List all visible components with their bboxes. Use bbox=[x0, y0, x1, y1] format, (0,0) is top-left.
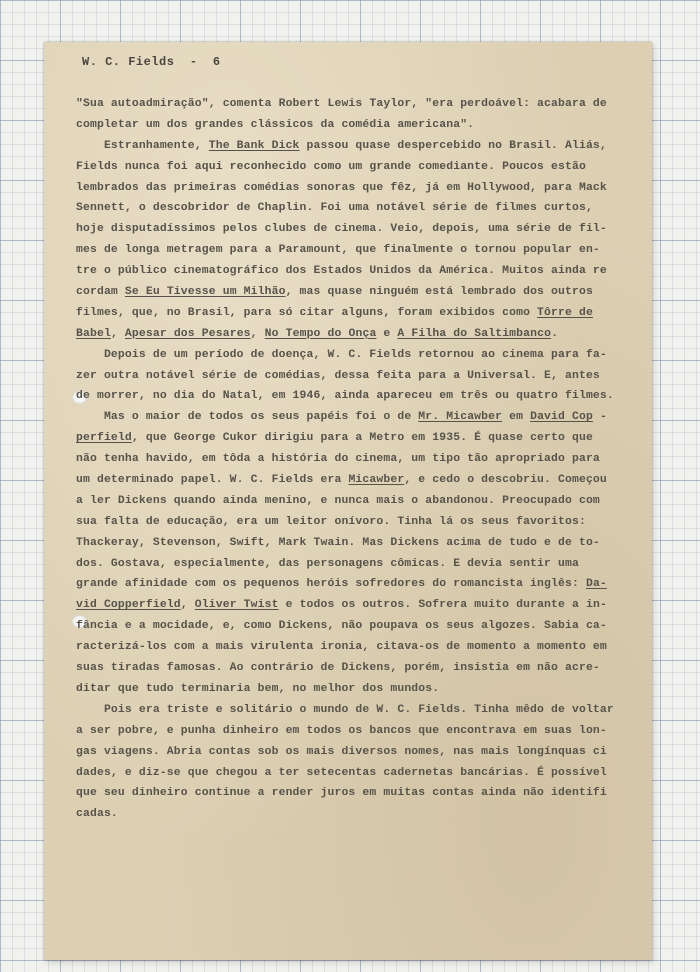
text-line bbox=[76, 533, 646, 554]
text-run: Sennett, o descobridor de Chaplin. Foi uma notável série de filmes curtos, bbox=[76, 202, 593, 215]
text-run: de morrer, no dia do Natal, em 1946, ainda apareceu em três ou quatro filmes. bbox=[76, 390, 614, 403]
text-line bbox=[76, 386, 646, 407]
text-run: hoje disputadíssimos pelos clubes de cinema. Veio, depois, uma série de fil- bbox=[76, 223, 607, 236]
text-line bbox=[76, 94, 646, 115]
text-run: , bbox=[180, 599, 195, 612]
text-line bbox=[76, 554, 646, 575]
underlined-title: Mr. Micawber bbox=[418, 411, 503, 424]
text-line bbox=[76, 136, 646, 157]
text-run: Fields nunca foi aqui reconhecido como um grande comediante. Poucos estão bbox=[76, 160, 586, 173]
text-run: Estranhamente, bbox=[76, 139, 209, 152]
underlined-title: No Tempo do Onça bbox=[264, 327, 377, 340]
text-run: gas viagens. Abria contas sob os mais diversos nomes, nas mais longínquas ci bbox=[76, 745, 607, 758]
text-line bbox=[76, 742, 646, 763]
text-line bbox=[76, 428, 646, 449]
text-run: lembrados das primeiras comédias sonoras que fêz, já em Hollywood, para Mack bbox=[76, 181, 607, 194]
text-line bbox=[76, 804, 646, 825]
text-run: fância e a mocidade, e, como Dickens, não poupava os seus algozes. Sabia ca- bbox=[76, 620, 607, 633]
text-run: um determinado papel. W. C. Fields era bbox=[76, 474, 349, 487]
text-run: , e cedo o descobriu. Começou bbox=[404, 474, 607, 487]
text-line bbox=[76, 491, 646, 512]
text-run: que seu dinheiro continue a render juros em muitas contas ainda não identifi bbox=[76, 787, 607, 800]
text-run: - bbox=[592, 411, 607, 424]
text-line bbox=[76, 616, 646, 637]
text-run: cadas. bbox=[76, 808, 118, 821]
text-run: completar um dos grandes clássicos da comédia americana". bbox=[76, 118, 475, 131]
underlined-title: Da- bbox=[585, 578, 607, 591]
text-run: Depois de um período de doença, W. C. Fields retornou ao cinema para fa- bbox=[76, 348, 607, 361]
text-line bbox=[76, 783, 646, 804]
text-run: "Sua autoadmiração", comenta Robert Lewis Taylor, "era perdoável: acabara de bbox=[76, 98, 607, 110]
text-run: suas tiradas famosas. Ao contrário de Dickens, porém, insistia em não acre- bbox=[76, 662, 600, 675]
text-line bbox=[76, 721, 646, 742]
text-run: a ser pobre, e punha dinheiro em todos os bancos que encontrava em suas lon- bbox=[76, 724, 607, 737]
text-run: e bbox=[376, 327, 398, 340]
text-run: dos. Gostava, especialmente, das personagens cômicas. E devia sentir uma bbox=[76, 557, 579, 570]
text-run: ditar que tudo terminaria bem, no melhor dos mundos. bbox=[76, 682, 440, 695]
underlined-title: perfield bbox=[76, 432, 132, 445]
underlined-title: Tôrre de bbox=[537, 306, 593, 319]
text-line bbox=[76, 219, 646, 240]
text-line bbox=[76, 470, 646, 491]
text-run: , bbox=[250, 327, 265, 340]
text-line bbox=[76, 595, 646, 616]
text-run: grande afinidade com os pequenos heróis sofredores do romancista inglês: bbox=[76, 578, 586, 591]
text-line bbox=[76, 261, 646, 282]
text-run: dades, e diz-se que chegou a ter setecentas cadernetas bancárias. É possível bbox=[76, 766, 607, 779]
text-line bbox=[76, 512, 646, 533]
text-line bbox=[76, 407, 646, 428]
text-run: filmes, que, no Brasil, para só citar alguns, foram exibidos como bbox=[76, 306, 538, 319]
underlined-title: vid Copperfield bbox=[76, 599, 181, 612]
text-run: em bbox=[502, 411, 531, 424]
text-run: racterizá-los com a mais virulenta ironia, citava-os de momento a momento em bbox=[76, 641, 607, 654]
text-line bbox=[76, 658, 646, 679]
underlined-title: David Cop bbox=[530, 411, 593, 424]
text-run: . bbox=[551, 327, 559, 340]
text-run: zer outra notável série de comédias, dessa feita para a Universal. E, antes bbox=[76, 369, 600, 382]
underlined-title: A Filha do Saltimbanco bbox=[397, 327, 552, 340]
text-line bbox=[76, 763, 646, 784]
text-line bbox=[76, 345, 646, 366]
text-line bbox=[76, 679, 646, 700]
text-line bbox=[76, 700, 646, 721]
text-run: , bbox=[110, 327, 125, 340]
text-run: sua falta de educação, era um leitor onívoro. Tinha lá os seus favoritos: bbox=[76, 515, 586, 528]
underlined-title: The Bank Dick bbox=[208, 139, 300, 152]
text-run: mes de longa metragem para a Paramount, que finalmente o tornou popular en- bbox=[76, 244, 600, 257]
text-run: Mas o maior de todos os seus papéis foi o de bbox=[76, 411, 419, 424]
underlined-title: Babel bbox=[76, 327, 111, 340]
text-run: Pois era triste e solitário o mundo de W. C. Fields. Tinha mêdo de voltar bbox=[76, 703, 614, 716]
text-run: , que George Cukor dirigiu para a Metro em 1935. É quase certo que bbox=[131, 432, 593, 445]
text-run: não tenha havido, em tôda a história do cinema, um tipo tão apropriado para bbox=[76, 453, 600, 466]
text-line bbox=[76, 637, 646, 658]
text-line bbox=[76, 449, 646, 470]
text-line bbox=[76, 198, 646, 219]
text-line bbox=[76, 282, 646, 303]
text-line bbox=[76, 366, 646, 387]
text-run: passou quase despercebido no Brasil. Aliás, bbox=[299, 139, 607, 152]
text-line bbox=[76, 157, 646, 178]
text-line bbox=[76, 574, 646, 595]
text-line bbox=[76, 303, 646, 324]
underlined-title: Oliver Twist bbox=[194, 599, 279, 612]
page-header: W. C. Fields - 6 bbox=[82, 55, 221, 69]
body-text bbox=[76, 94, 646, 825]
text-line bbox=[76, 178, 646, 199]
text-line bbox=[76, 115, 646, 136]
text-run: cordam bbox=[76, 286, 125, 299]
text-line bbox=[76, 324, 646, 345]
text-run: tre o público cinematográfico dos Estados Unidos da América. Muitos ainda re bbox=[76, 265, 607, 278]
underlined-title: Micawber bbox=[348, 474, 405, 487]
text-run: , mas quase ninguém está lembrado dos outros bbox=[285, 286, 593, 299]
text-run: Thackeray, Stevenson, Swift, Mark Twain. Mas Dickens acima de tudo e de to- bbox=[76, 536, 600, 549]
text-line bbox=[76, 240, 646, 261]
text-run: a ler Dickens quando ainda menino, e nunca mais o abandonou. Preocupado com bbox=[76, 494, 600, 507]
underlined-title: Se Eu Tivesse um Milhão bbox=[124, 286, 286, 299]
text-run: e todos os outros. Sofrera muito durante a in- bbox=[278, 599, 607, 612]
underlined-title: Apesar dos Pesares bbox=[124, 327, 251, 340]
